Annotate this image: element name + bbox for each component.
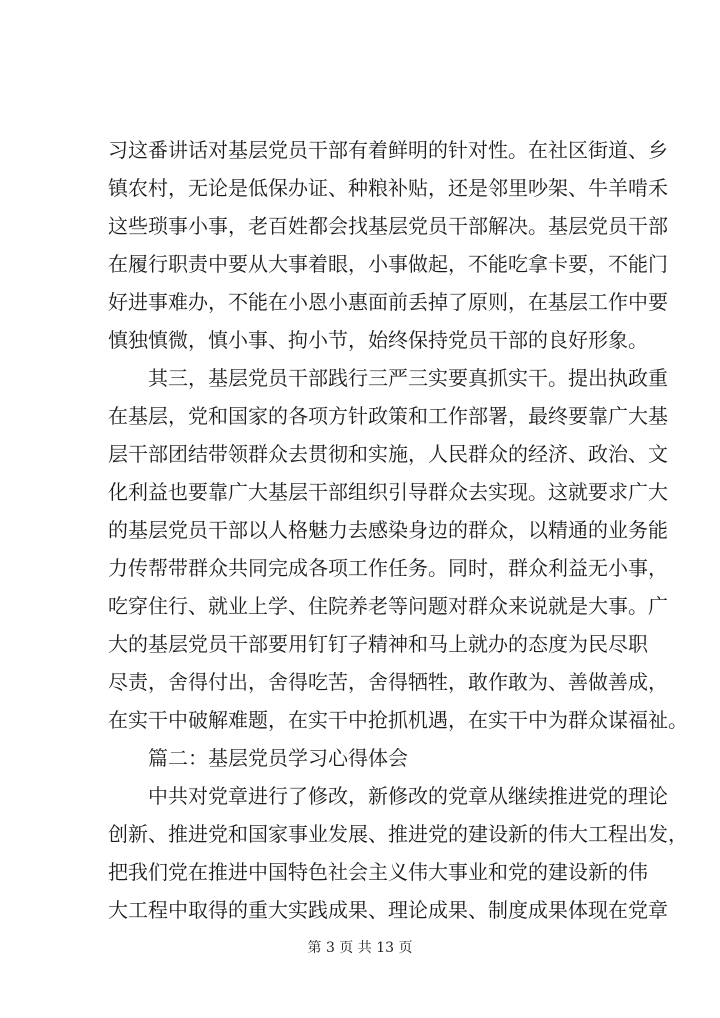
section-heading: 篇二：基层党员学习心得体会	[148, 746, 408, 770]
paragraph-line: 在基层，党和国家的各项方针政策和工作部署，最终要靠广大基	[108, 404, 668, 428]
paragraph-line: 在实干中破解难题，在实干中抢抓机遇，在实干中为群众谋福祉。	[108, 708, 688, 732]
paragraph-line: 这些琐事小事，老百姓都会找基层党员干部解决。基层党员干部	[108, 214, 668, 238]
paragraph-line: 镇农村，无论是低保办证、种粮补贴，还是邻里吵架、牛羊啃禾	[108, 176, 668, 200]
paragraph-line: 层干部团结带领群众去贯彻和实施，人民群众的经济、政治、文	[108, 442, 668, 466]
paragraph-line: 好进事难办，不能在小恩小惠面前丢掉了原则，在基层工作中要	[108, 290, 668, 314]
paragraph-line: 其三，基层党员干部践行三严三实要真抓实干。提出执政重	[148, 366, 668, 390]
paragraph-line: 慎独慎微，慎小事、拘小节，始终保持党员干部的良好形象。	[108, 328, 648, 352]
page-number-footer: 第 3 页 共 13 页	[307, 940, 413, 956]
paragraph-line: 把我们党在推进中国特色社会主义伟大事业和党的建设新的伟	[108, 860, 648, 884]
paragraph-line: 力传帮带群众共同完成各项工作任务。同时，群众利益无小事，	[108, 556, 668, 580]
paragraph-line: 习这番讲话对基层党员干部有着鲜明的针对性。在社区街道、乡	[108, 138, 668, 162]
paragraph-line: 尽责，舍得付出，舍得吃苦，舍得牺牲，敢作敢为、善做善成，	[108, 670, 668, 694]
paragraph-line: 创新、推进党和国家事业发展、推进党的建设新的伟大工程出发，	[108, 822, 688, 846]
paragraph-line: 的基层党员干部以人格魅力去感染身边的群众，以精通的业务能	[108, 518, 668, 542]
paragraph-line: 大的基层党员干部要用钉钉子精神和马上就办的态度为民尽职	[108, 632, 648, 656]
paragraph-line: 在履行职责中要从大事着眼，小事做起，不能吃拿卡要，不能门	[108, 252, 668, 276]
paragraph-line: 化利益也要靠广大基层干部组织引导群众去实现。这就要求广大	[108, 480, 668, 504]
paragraph-line: 吃穿住行、就业上学、住院养老等问题对群众来说就是大事。广	[108, 594, 668, 618]
paragraph-line: 大工程中取得的重大实践成果、理论成果、制度成果体现在党章	[108, 898, 668, 922]
paragraph-line: 中共对党章进行了修改，新修改的党章从继续推进党的理论	[148, 784, 668, 808]
